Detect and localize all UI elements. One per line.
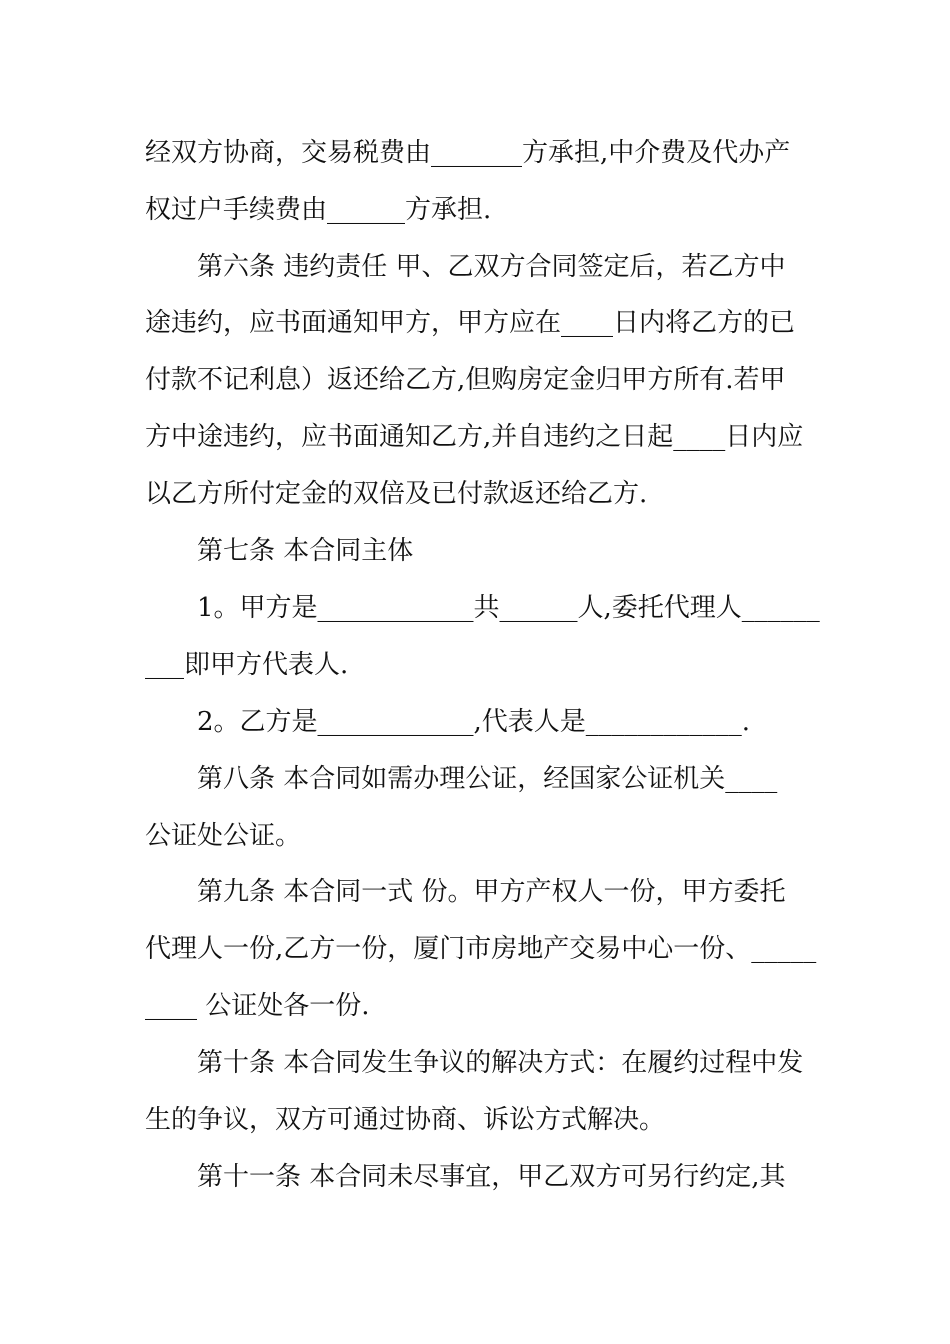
text-line: 2。乙方是____________,代表人是____________. <box>197 707 751 737</box>
clause-11-heading-line: 第十一条 本合同未尽事宜，甲乙双方可另行约定,其 <box>197 1162 786 1192</box>
clause-7-heading-line: 第七条 本合同主体 <box>197 536 414 566</box>
text-line: 权过户手续费由______方承担. <box>145 195 492 225</box>
clause-6-heading-line: 第六条 违约责任 甲、乙双方合同签定后，若乙方中 <box>197 252 786 282</box>
text-line: 付款不记利息）返还给乙方,但购房定金归甲方所有.若甲 <box>145 365 786 395</box>
text-line: 公证处公证。 <box>145 821 302 851</box>
clause-9-heading-line: 第九条 本合同一式 份。甲方产权人一份，甲方委托 <box>197 877 786 907</box>
text-line: 途违约，应书面通知甲方，甲方应在____日内将乙方的已 <box>145 308 796 338</box>
text-line: 代理人一份,乙方一份，厦门市房地产交易中心一份、_____ <box>145 934 817 964</box>
text-line: 经双方协商，交易税费由_______方承担,中介费及代办产 <box>145 138 791 168</box>
text-line: 以乙方所付定金的双倍及已付款返还给乙方. <box>145 479 648 509</box>
text-line: 生的争议，双方可通过协商、诉讼方式解决。 <box>145 1105 666 1135</box>
clause-8-heading-line: 第八条 本合同如需办理公证，经国家公证机关____ <box>197 764 778 794</box>
text-line: ____ 公证处各一份. <box>145 991 370 1021</box>
text-line: 1。甲方是____________共______人,委托代理人______ <box>197 593 820 623</box>
text-line: ___即甲方代表人. <box>145 650 349 680</box>
clause-10-heading-line: 第十条 本合同发生争议的解决方式：在履约过程中发 <box>197 1048 804 1078</box>
text-line: 方中途违约，应书面通知乙方,并自违约之日起____日内应 <box>145 422 804 452</box>
